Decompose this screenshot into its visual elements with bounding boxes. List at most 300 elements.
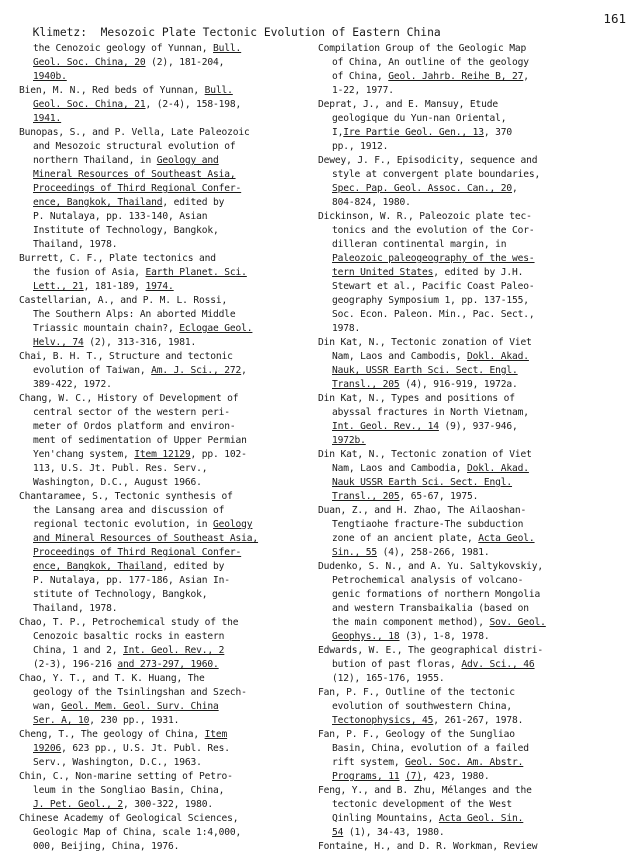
reference-text: Dudenko, S. N., and A. Yu. Saltykovskiy, bbox=[318, 561, 544, 572]
reference-line bbox=[318, 700, 624, 714]
reference-text: Chai, B. H. T., Structure and tectonic bbox=[19, 351, 233, 362]
reference-line bbox=[318, 672, 624, 686]
reference-line bbox=[19, 308, 317, 322]
reference-text: , bbox=[241, 365, 247, 376]
reference-line bbox=[318, 140, 624, 154]
underlined-citation-text: Nauk, USSR Earth Sci. Sect. Engl. bbox=[332, 365, 518, 376]
reference-line bbox=[318, 756, 624, 770]
reference-line bbox=[318, 490, 624, 504]
reference-line bbox=[19, 504, 317, 518]
underlined-citation-text: Paleozoic paleogeography of the wes- bbox=[332, 253, 535, 264]
reference-text: Thailand, 1978. bbox=[33, 239, 118, 250]
reference-entry bbox=[318, 210, 624, 336]
reference-line bbox=[318, 784, 624, 798]
reference-text: (12), 165-176, 1955. bbox=[332, 673, 445, 684]
reference-line bbox=[318, 770, 624, 784]
underlined-citation-text: Sin., 55 bbox=[332, 547, 378, 558]
underlined-citation-text: 1940b. bbox=[33, 71, 67, 82]
reference-text: geography Symposium 1, pp. 137-155, bbox=[332, 295, 529, 306]
reference-text: Compilation Group of the Geologic Map bbox=[318, 43, 527, 54]
reference-entry bbox=[318, 560, 624, 644]
reference-line bbox=[19, 266, 317, 280]
reference-text: Chao, T. P., Petrochemical study of the bbox=[19, 617, 239, 628]
reference-line bbox=[19, 658, 317, 672]
reference-line bbox=[318, 406, 624, 420]
reference-text: and Mesozoic structural evolution of bbox=[33, 141, 236, 152]
reference-text: 1978. bbox=[332, 323, 361, 334]
reference-line bbox=[318, 574, 624, 588]
reference-line bbox=[318, 420, 624, 434]
reference-text: , 423, 1980. bbox=[422, 771, 490, 782]
reference-line bbox=[318, 448, 624, 462]
reference-text: Edwards, W. E., The geographical distri- bbox=[318, 645, 544, 656]
reference-text: P. Nutalaya, pp. 177-186, Asian In- bbox=[33, 575, 230, 586]
reference-line bbox=[19, 728, 317, 742]
underlined-citation-text: Am. J. Sci., 272 bbox=[151, 365, 242, 376]
underlined-citation-text: Programs, 11 bbox=[332, 771, 400, 782]
right-reference-column bbox=[318, 42, 624, 854]
underlined-citation-text: Eclogae Geol. bbox=[179, 323, 253, 334]
reference-line bbox=[19, 238, 317, 252]
reference-line bbox=[19, 322, 317, 336]
reference-entry bbox=[318, 98, 624, 154]
reference-text: Fontaine, H., and D. R. Workman, Review bbox=[318, 841, 538, 852]
reference-text: Deprat, J., and E. Mansuy, Etude bbox=[318, 99, 499, 110]
reference-line bbox=[19, 686, 317, 700]
reference-text: Din Kat, N., Types and positions of bbox=[318, 393, 515, 404]
reference-line bbox=[19, 434, 317, 448]
underlined-citation-text: Geol. Soc. Am. Abstr. bbox=[405, 757, 524, 768]
reference-text: central sector of the western peri- bbox=[33, 407, 230, 418]
reference-line bbox=[318, 238, 624, 252]
reference-line bbox=[19, 476, 317, 490]
reference-line bbox=[318, 70, 624, 84]
reference-line bbox=[19, 630, 317, 644]
reference-line bbox=[318, 252, 624, 266]
reference-line bbox=[318, 504, 624, 518]
reference-line bbox=[318, 210, 624, 224]
reference-line bbox=[19, 406, 317, 420]
reference-text: Yen'chang system, bbox=[33, 449, 135, 460]
reference-text: 113, U.S. Jt. Publ. Res. Serv., bbox=[33, 463, 208, 474]
reference-entry bbox=[19, 616, 317, 672]
reference-line bbox=[19, 602, 317, 616]
underlined-citation-text: Helv., 74 bbox=[33, 337, 84, 348]
reference-text: , (2-4), 158-198, bbox=[145, 99, 242, 110]
reference-text: evolution of southwestern China, bbox=[332, 701, 513, 712]
reference-text: (3), 1-8, 1978. bbox=[399, 631, 490, 642]
reference-line bbox=[19, 644, 317, 658]
reference-line bbox=[318, 714, 624, 728]
reference-text: abyssal fractures in North Vietnam, bbox=[332, 407, 529, 418]
reference-text: geologique du Yun-nan Oriental, bbox=[332, 113, 507, 124]
reference-line bbox=[19, 840, 317, 854]
reference-line bbox=[318, 364, 624, 378]
reference-entry bbox=[19, 672, 317, 728]
underlined-citation-text: Geol. Mem. Geol. Surv. China bbox=[61, 701, 219, 712]
reference-line bbox=[318, 826, 624, 840]
reference-text: 804-824, 1980. bbox=[332, 197, 411, 208]
reference-line bbox=[19, 98, 317, 112]
reference-line bbox=[19, 700, 317, 714]
underlined-citation-text: Ser. A, 10 bbox=[33, 715, 90, 726]
reference-text: rift system, bbox=[332, 757, 406, 768]
reference-line bbox=[318, 532, 624, 546]
reference-line bbox=[19, 714, 317, 728]
reference-line bbox=[19, 560, 317, 574]
reference-line bbox=[19, 812, 317, 826]
reference-line bbox=[318, 350, 624, 364]
underlined-citation-text: Bull. bbox=[204, 85, 233, 96]
reference-text: Din Kat, N., Tectonic zonation of Viet bbox=[318, 449, 532, 460]
running-title: Klimetz: Mesozoic Plate Tectonic Evolution of Eastern China bbox=[32, 26, 441, 39]
reference-text: the main component method), bbox=[332, 617, 490, 628]
underlined-citation-text: Int. Geol. Rev., 2 bbox=[123, 645, 225, 656]
reference-text: P. Nutalaya, pp. 133-140, Asian bbox=[33, 211, 208, 222]
reference-text: , 300-322, 1980. bbox=[123, 799, 214, 810]
reference-text: 1-22, 1977. bbox=[332, 85, 394, 96]
reference-line bbox=[318, 266, 624, 280]
reference-text: stitute of Technology, Bangkok, bbox=[33, 589, 208, 600]
reference-line bbox=[318, 126, 624, 140]
reference-line bbox=[19, 826, 317, 840]
underlined-citation-text: Proceedings of Third Regional Confer- bbox=[33, 183, 242, 194]
reference-line bbox=[318, 434, 624, 448]
reference-line bbox=[318, 280, 624, 294]
reference-text: dilleran continental margin, in bbox=[332, 239, 507, 250]
left-reference-column bbox=[19, 42, 317, 854]
reference-entry bbox=[19, 294, 317, 350]
reference-line bbox=[19, 252, 317, 266]
reference-text: genic formations of northern Mongolia bbox=[332, 589, 541, 600]
reference-line bbox=[19, 84, 317, 98]
reference-text: style at convergent plate boundaries, bbox=[332, 169, 541, 180]
reference-line bbox=[19, 140, 317, 154]
reference-line bbox=[318, 476, 624, 490]
reference-text: Thailand, 1978. bbox=[33, 603, 118, 614]
reference-line bbox=[19, 126, 317, 140]
reference-line bbox=[19, 42, 317, 56]
reference-text: the fusion of Asia, bbox=[33, 267, 146, 278]
underlined-citation-text: Adv. Sci., 46 bbox=[461, 659, 535, 670]
reference-text: 000, Beijing, China, 1976. bbox=[33, 841, 180, 852]
reference-text: Chinese Academy of Geological Sciences, bbox=[19, 813, 239, 824]
reference-line bbox=[318, 56, 624, 70]
reference-entry bbox=[19, 84, 317, 126]
reference-line bbox=[318, 224, 624, 238]
reference-line bbox=[318, 840, 624, 854]
reference-text: , edited by J.H. bbox=[433, 267, 524, 278]
underlined-citation-text: Geology bbox=[213, 519, 253, 530]
reference-text: , edited by bbox=[162, 197, 225, 208]
underlined-citation-text: 1972b. bbox=[332, 435, 366, 446]
reference-text: Cheng, T., The geology of China, bbox=[19, 729, 205, 740]
reference-line bbox=[318, 560, 624, 574]
reference-line bbox=[318, 728, 624, 742]
reference-text: (2-3), 196-216 bbox=[33, 659, 118, 670]
reference-text: , edited by bbox=[162, 561, 225, 572]
underlined-citation-text: Transl., 205 bbox=[332, 491, 400, 502]
reference-entry bbox=[318, 840, 624, 854]
underlined-citation-text: Geol. Jahrb. Reihe B, 27 bbox=[388, 71, 524, 82]
reference-text: (9), 937-946, bbox=[438, 421, 518, 432]
reference-text: , 65-67, 1975. bbox=[399, 491, 479, 502]
underlined-citation-text: Item 12129 bbox=[134, 449, 191, 460]
reference-text: leum in the Songliao Basin, China, bbox=[33, 785, 225, 796]
reference-text: Serv., Washington, D.C., 1963. bbox=[33, 757, 202, 768]
reference-line bbox=[19, 546, 317, 560]
reference-text: , 181-189, bbox=[83, 281, 146, 292]
underlined-citation-text: 54 bbox=[332, 827, 344, 838]
underlined-citation-text: Proceedings of Third Regional Confer- bbox=[33, 547, 242, 558]
reference-line bbox=[19, 224, 317, 238]
reference-line bbox=[19, 448, 317, 462]
reference-line bbox=[19, 532, 317, 546]
reference-entry bbox=[19, 728, 317, 770]
reference-text: Basin, China, evolution of a failed bbox=[332, 743, 529, 754]
reference-line bbox=[19, 154, 317, 168]
reference-line bbox=[318, 154, 624, 168]
reference-text: and western Transbaikalia (based on bbox=[332, 603, 529, 614]
underlined-citation-text: Geology and bbox=[156, 155, 219, 166]
reference-line bbox=[318, 196, 624, 210]
reference-line bbox=[318, 336, 624, 350]
reference-line bbox=[318, 294, 624, 308]
reference-line bbox=[318, 630, 624, 644]
reference-text: bution of past floras, bbox=[332, 659, 462, 670]
reference-line bbox=[318, 168, 624, 182]
reference-text: Institute of Technology, Bangkok, bbox=[33, 225, 219, 236]
reference-text: of China, bbox=[332, 71, 389, 82]
reference-line bbox=[318, 182, 624, 196]
reference-text: geology of the Tsinlingshan and Szech- bbox=[33, 687, 247, 698]
reference-line bbox=[318, 588, 624, 602]
underlined-citation-text: Acta Geol. Sin. bbox=[438, 813, 524, 824]
reference-line bbox=[19, 350, 317, 364]
reference-text: the Lansang area and discussion of bbox=[33, 505, 225, 516]
reference-line bbox=[19, 616, 317, 630]
reference-text: Nam, Laos and Cambodia, bbox=[332, 463, 468, 474]
reference-line bbox=[318, 322, 624, 336]
reference-line bbox=[318, 742, 624, 756]
reference-line bbox=[318, 518, 624, 532]
reference-text: , bbox=[523, 71, 529, 82]
reference-line bbox=[19, 462, 317, 476]
reference-line bbox=[19, 336, 317, 350]
reference-entry bbox=[19, 350, 317, 392]
reference-text: Duan, Z., and H. Zhao, The Ailaoshan- bbox=[318, 505, 527, 516]
reference-text: Dickinson, W. R., Paleozoic plate tec- bbox=[318, 211, 532, 222]
reference-text: Petrochemical analysis of volcano- bbox=[332, 575, 524, 586]
underlined-citation-text: Mineral Resources of Southeast Asia, bbox=[33, 169, 236, 180]
underlined-citation-text: Lett., 21 bbox=[33, 281, 84, 292]
reference-line bbox=[19, 574, 317, 588]
reference-text: , 623 pp., U.S. Jt. Publ. Res. bbox=[61, 743, 230, 754]
reference-text: the Cenozoic geology of Yunnan, bbox=[33, 43, 214, 54]
reference-line bbox=[318, 616, 624, 630]
reference-text: Chang, W. C., History of Development of bbox=[19, 393, 239, 404]
underlined-citation-text: Earth Planet. Sci. bbox=[145, 267, 247, 278]
underlined-citation-text: ence, Bangkok, Thailand bbox=[33, 561, 163, 572]
reference-line bbox=[318, 462, 624, 476]
reference-text: Dewey, J. F., Episodicity, sequence and bbox=[318, 155, 538, 166]
reference-text: Stewart et al., Pacific Coast Paleo- bbox=[332, 281, 535, 292]
reference-line bbox=[318, 658, 624, 672]
reference-text: Washington, D.C., August 1966. bbox=[33, 477, 202, 488]
reference-text: Soc. Econ. Paleon. Min., Pac. Sect., bbox=[332, 309, 535, 320]
reference-line bbox=[19, 182, 317, 196]
reference-text: northern Thailand, in bbox=[33, 155, 157, 166]
reference-entry bbox=[19, 490, 317, 616]
underlined-citation-text: Geophys., 18 bbox=[332, 631, 400, 642]
reference-line bbox=[19, 280, 317, 294]
reference-line bbox=[19, 742, 317, 756]
reference-line bbox=[19, 784, 317, 798]
reference-entry bbox=[19, 392, 317, 490]
reference-text: meter of Ordos platform and environ- bbox=[33, 421, 236, 432]
underlined-citation-text: Sov. Geol. bbox=[489, 617, 546, 628]
reference-text: Din Kat, N., Tectonic zonation of Viet bbox=[318, 337, 532, 348]
reference-entry bbox=[318, 154, 624, 210]
reference-line bbox=[318, 42, 624, 56]
reference-text: Bien, M. N., Red beds of Yunnan, bbox=[19, 85, 205, 96]
underlined-citation-text: (7) bbox=[405, 771, 423, 782]
reference-text: , 261-267, 1978. bbox=[433, 715, 524, 726]
reference-line bbox=[318, 644, 624, 658]
reference-text: Tengtiaohe fracture-The subduction bbox=[332, 519, 524, 530]
reference-entry bbox=[318, 504, 624, 560]
underlined-citation-text: Nauk USSR Earth Sci. Sect. Engl. bbox=[332, 477, 513, 488]
underlined-citation-text: 19206 bbox=[33, 743, 62, 754]
reference-line bbox=[19, 70, 317, 84]
underlined-citation-text: and Mineral Resources of Southeast Asia, bbox=[33, 533, 259, 544]
reference-text: (4), 916-919, 1972a. bbox=[399, 379, 518, 390]
reference-text: regional tectonic evolution, in bbox=[33, 519, 214, 530]
reference-line bbox=[318, 686, 624, 700]
reference-text: , pp. 102- bbox=[190, 449, 247, 460]
underlined-citation-text: 1941. bbox=[33, 113, 62, 124]
underlined-citation-text: tern United States bbox=[332, 267, 434, 278]
reference-line bbox=[19, 56, 317, 70]
reference-text: (2), 313-316, 1981. bbox=[83, 337, 197, 348]
reference-entry bbox=[19, 812, 317, 854]
underlined-citation-text: Geol. Soc. China, 21 bbox=[33, 99, 146, 110]
reference-text: of China, An outline of the geology bbox=[332, 57, 529, 68]
reference-line bbox=[318, 546, 624, 560]
underlined-citation-text: ence, Bangkok, Thailand bbox=[33, 197, 163, 208]
page-number: 161 bbox=[603, 11, 626, 26]
reference-text: China, 1 and 2, bbox=[33, 645, 124, 656]
reference-line bbox=[19, 490, 317, 504]
reference-line bbox=[19, 112, 317, 126]
reference-line bbox=[318, 392, 624, 406]
reference-text: (1), 34-43, 1980. bbox=[343, 827, 445, 838]
reference-line bbox=[19, 518, 317, 532]
reference-line bbox=[19, 392, 317, 406]
reference-text: ment of sedimentation of Upper Permian bbox=[33, 435, 247, 446]
reference-text: Feng, Y., and B. Zhu, Mélanges and the bbox=[318, 785, 532, 796]
underlined-citation-text: Transl., 205 bbox=[332, 379, 400, 390]
reference-line bbox=[318, 798, 624, 812]
reference-line bbox=[19, 168, 317, 182]
reference-line bbox=[19, 364, 317, 378]
reference-entry bbox=[318, 686, 624, 728]
underlined-citation-text: Acta Geol. bbox=[478, 533, 535, 544]
reference-text: I, bbox=[332, 127, 344, 138]
underlined-citation-text: Spec. Pap. Geol. Assoc. Can., 20 bbox=[332, 183, 513, 194]
underlined-citation-text: 1974. bbox=[145, 281, 174, 292]
reference-text: Chantaramee, S., Tectonic synthesis of bbox=[19, 491, 233, 502]
reference-entry bbox=[19, 252, 317, 294]
reference-text: Fan, P. F., Outline of the tectonic bbox=[318, 687, 515, 698]
reference-entry bbox=[318, 42, 624, 98]
reference-line bbox=[318, 308, 624, 322]
reference-line bbox=[19, 672, 317, 686]
underlined-citation-text: Bull. bbox=[213, 43, 242, 54]
reference-line bbox=[19, 770, 317, 784]
reference-text: Bunopas, S., and P. Vella, Late Paleozoic bbox=[19, 127, 250, 138]
reference-line bbox=[318, 378, 624, 392]
underlined-citation-text: Int. Geol. Rev., 14 bbox=[332, 421, 439, 432]
reference-text: , 370 bbox=[483, 127, 513, 138]
reference-text: (4), 258-266, 1981. bbox=[377, 547, 490, 558]
reference-line bbox=[19, 588, 317, 602]
reference-entry bbox=[19, 126, 317, 252]
reference-text: wan, bbox=[33, 701, 62, 712]
reference-text: Geologic Map of China, scale 1:4,000, bbox=[33, 827, 242, 838]
reference-text: 389-422, 1972. bbox=[33, 379, 112, 390]
underlined-citation-text: and 273-297, 1960. bbox=[117, 659, 219, 670]
reference-entry bbox=[318, 644, 624, 686]
underlined-citation-text: Ire Partie Geol. Gen., 13 bbox=[343, 127, 484, 138]
reference-text: The Southern Alps: An aborted Middle bbox=[33, 309, 236, 320]
underlined-citation-text: Dokl. Akad. bbox=[467, 351, 529, 362]
reference-entry bbox=[318, 392, 624, 448]
underlined-citation-text: Geol. Soc. China, 20 bbox=[33, 57, 146, 68]
reference-line bbox=[19, 420, 317, 434]
underlined-citation-text: J. Pet. Geol., 2 bbox=[33, 799, 124, 810]
reference-line bbox=[19, 756, 317, 770]
reference-text: Chin, C., Non-marine setting of Petro- bbox=[19, 771, 233, 782]
reference-text: tectonic development of the West bbox=[332, 799, 513, 810]
reference-entry bbox=[318, 448, 624, 504]
reference-entry bbox=[318, 336, 624, 392]
reference-line bbox=[318, 602, 624, 616]
reference-line bbox=[318, 84, 624, 98]
reference-text: Nam, Laos and Cambodis, bbox=[332, 351, 468, 362]
reference-line bbox=[19, 210, 317, 224]
reference-text: tonics and the evolution of the Cor- bbox=[332, 225, 535, 236]
reference-entry bbox=[19, 42, 317, 84]
reference-text: Chao, Y. T., and T. K. Huang, The bbox=[19, 673, 205, 684]
reference-text: Qinling Mountains, bbox=[332, 813, 439, 824]
reference-text: Triassic mountain chain?, bbox=[33, 323, 180, 334]
reference-text: Fan, P. F., Geology of the Sungliao bbox=[318, 729, 515, 740]
reference-line bbox=[318, 112, 624, 126]
reference-text: Burrett, C. F., Plate tectonics and bbox=[19, 253, 216, 264]
reference-text: , bbox=[512, 183, 518, 194]
reference-line bbox=[19, 378, 317, 392]
reference-line bbox=[19, 798, 317, 812]
reference-text: pp., 1912. bbox=[332, 141, 389, 152]
reference-line bbox=[19, 294, 317, 308]
underlined-citation-text: Tectonophysics, 45 bbox=[332, 715, 434, 726]
reference-text: zone of an ancient plate, bbox=[332, 533, 479, 544]
reference-text: , 230 pp., 1931. bbox=[89, 715, 180, 726]
reference-line bbox=[318, 812, 624, 826]
reference-line bbox=[318, 98, 624, 112]
reference-text: (2), 181-204, bbox=[145, 57, 225, 68]
